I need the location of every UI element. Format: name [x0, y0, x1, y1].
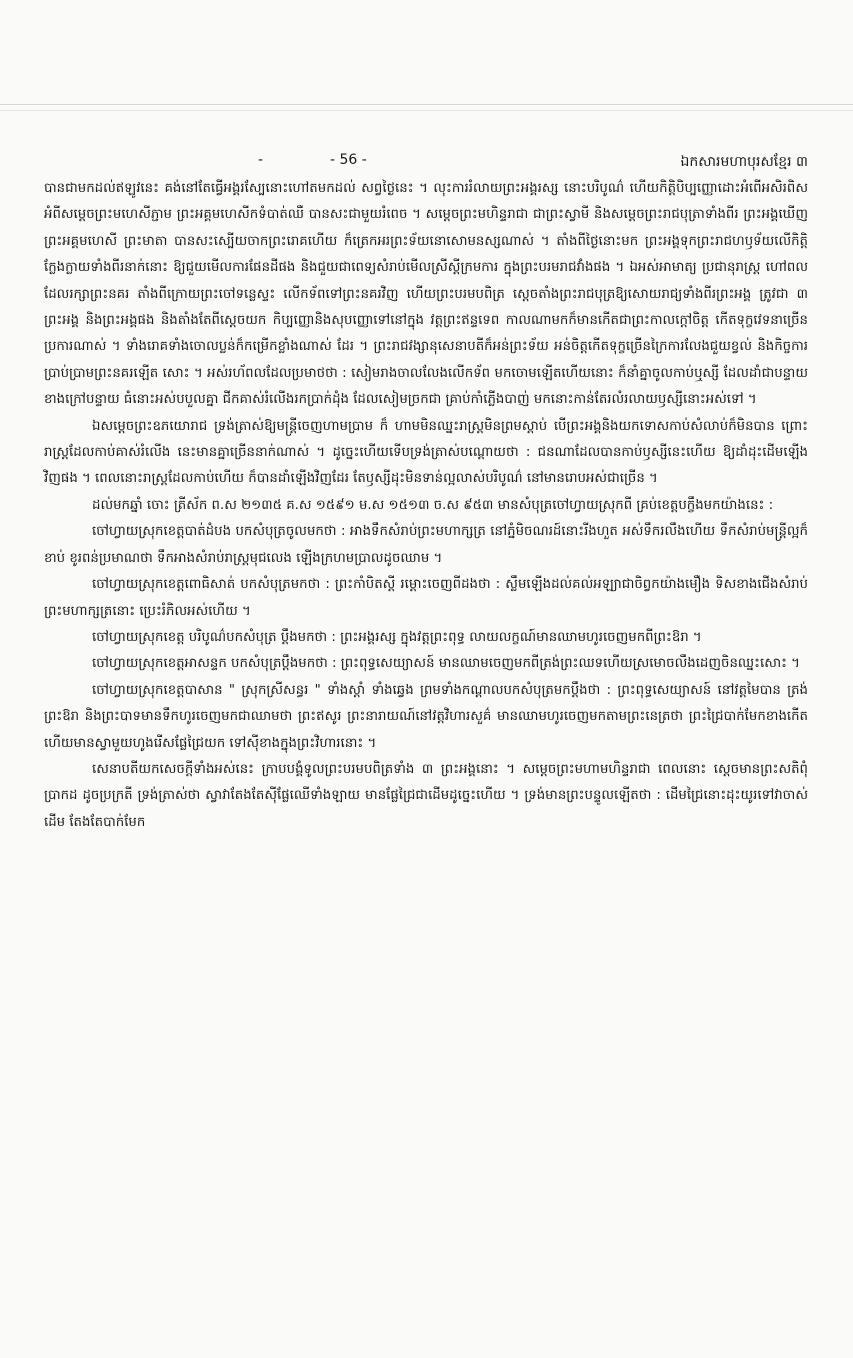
- paragraph-9: សេនាបតីយកសេចក្ដីទាំងអស់នេះ ក្រាបបង្គំទូលព្រះបរមបពិត្រទាំង ៣ ព្រះអង្គនោះ ។ សម្ដេចព្រះមហាមហិន្ទរាជា ពេលនោះ ស្ដេចមានព្រះសតិពុំប្រាកដ ដូចប្រក្រតី ទ្រង់ត្រាស់ថា ស្វាវាតែងតែស៊ីផ្លែឈើទាំងឡាយ មានផ្លែជ្រៃជាដើមដូច្នេះហើយ ។ ទ្រង់មានព្រះបន្ទូលឡើតថា : ដើមជ្រៃនោះដុះយូរទៅវាចាស់ដើម តែងតែបាក់មែក: [44, 761, 808, 830]
- paragraph-1: បានជាមកដល់ឥឡូវនេះ គង់នៅតែធ្វើអង្គរស្បែនោះហៅតមកដល់ សព្វថ្ងៃនេះ ។ លុះការរំលាយព្រះអង្គរស្ស នោះបរិបូណ៌ ហើយកិត្តិបិប្បញ្ញោដោះអំពើអសិរពិស អំពីសម្ដេចព្រះមហេសីភ្ជាម ព្រះអគ្គមហេសីកទំបាត់ឈឺ បានសះជាមួយរំពេច ។ សម្ដេចព្រះមហិន្ទរាជា ជាព្រះស្វាមី និងសម្ដេចព្រះរាជបុត្រាទាំងពីរ ព្រះអង្គឃើញ ព្រះអគ្គមហេសី ព្រះមាតា បានសះស្បើយចាកព្រះរោគហើយ ក៏ត្រេកអរព្រះទ័យនោសោមនស្សណាស់ ។ តាំងពីថ្ងៃនោះមក ព្រះអង្គទុកព្រះរាជហឫទ័យលើកិត្តិក្លែងក្លាយទាំងពីរនាក់នោះ ឱ្យជួយមើលការផែនដីផង និងជួយជាពេទ្យសំរាប់មើលស្រីស្ដីក្រមការ ក្នុងព្រះបរមរាជវាំងផង ។ ឯអស់អាមាត្យ ប្រជានុរាស្ត្រ ហៅពលដែលរក្សាព្រះនគរ តាំងពីក្រោយព្រះចៅទន្លេស្ទះ លើកទ័ពទៅព្រះនគរវិញ ហើយព្រះបរមបពិត្រ ស្ដេចតាំងព្រះរាជបុត្រឱ្យសោយរាជ្យទាំងពីរព្រះអង្គ ត្រូវជា ៣ ព្រះអង្គ និងព្រះអង្គផង និងតាំងតែពីស្ដេចយក កិប្បញ្ញោនិងសុបញ្ញោទៅនៅក្នុង វត្តព្រះឥន្ទទេព កាលណាមកក៏មានកើតជាព្រះកាលក្ដៅចិត្ត កើតទុក្ខវេទនាច្រើនប្រការណាស់ ។ ទាំងរោគទាំងចោលប្លន់ក៏កម្រើកខ្លាំងណាស់ ដែរ ។ ព្រះរាជវង្សានុសេនាបតីក៏អន់ព្រះទ័យ អន់ចិត្តកើតទុក្ខច្រើនក្រៃការលែងជួយខ្វល់ និងកិច្ចការប្រាប់ប្រាមព្រះនគរឡើត សោះ ។ អស់រហ័ពលដែលប្រមាថថា : សៀមរាងចាលលែងលើកទ័ព មកចោមឡើតហើយនោះ ក៏នាំគ្នាចូលកាប់ឬស្សី ដែលដាំជាបន្ទាយខាងក្រៅបន្ទាយ ធំនោះអស់បបួលគ្នា ជីកគាស់រំលើងរកប្រាក់ដុំង ដែលសៀមច្រកជា គ្រាប់កាំភ្លើងបាញ់ មកនោះកាន់តែរលំរលាយឫស្សីនោះអស់ទៅ ។: [44, 181, 808, 408]
- scan-artifact-line: [0, 104, 853, 105]
- running-title: ឯកសារមហាបុរសខ្មែរ ៣: [680, 154, 808, 170]
- paragraph-4: ចៅហ្វាយស្រុកខេត្តបាត់ដំបង បកសំបុត្រចូលមកថា : អាងទឹកសំរាប់ព្រះមហាក្សត្រ នៅភ្នំមិចណរដ៍នោះរីងហួត អស់ទឹករលឹងហើយ ទឹកសំរាប់មន្ត្រីល្អក៏ខាប់ ខូរពន់ប្រមាណថា ទឹកអាងសំរាប់រាស្ត្រមុជលេង ឡើងក្រហមប្រាលដូចឈាម ។: [44, 524, 808, 566]
- header-dash: -: [258, 152, 264, 168]
- page-header: [44, 148, 808, 176]
- paragraph-7: ចៅហ្វាយស្រុកខេត្តអាសន្ទក បកសំបុត្រប្ដឹងមកថា : ព្រះពុទ្ធសេយ្យាសន៍ មានឈាមចេញមកពីត្រង់ព្រះឈទហើយស្រមោចលឹងដេញចិនឈ្នះសោះ ។: [92, 656, 800, 672]
- paragraph-2: ឯសម្ដេចព្រះឧភយោរាជ ទ្រង់ត្រាស់ឱ្យមន្ត្រីចេញហាមប្រាម ក៏ ហាមមិនឈ្នះរាស្ត្រមិនព្រមស្ដាប់ បើព្រះអង្គនិងយកទោសកាប់សំលាប់ក៏មិនបាន ព្រោះរាស្ត្រដែលកាប់គាស់រំលើង នេះមានគ្នាច្រើននាក់ណាស់ ។ ដូច្នេះហើយទើបទ្រង់ត្រាស់បណ្ដោយថា : ជនណាដែលបានកាប់ឫស្សីនេះហើយ ឱ្យដាំដុះដើមឡើងវិញផង ។ ពេលនោះរាស្ត្រដែលកាប់ហើយ ក៏បានដាំឡើងវិញដែរ តែឫស្សីដុះមិនទាន់ល្អលាស់បរិបូណ៌ នៅមានរោបអស់ជាច្រើន ។: [44, 418, 808, 487]
- document-page: [44, 148, 808, 836]
- scan-artifact-line: [0, 110, 853, 111]
- paragraph-3: ដល់មកឆ្នាំ ចោះ ត្រីស័ក ព.ស ២១៣៥ គ.ស ១៥៩១ ម.ស ១៥១៣ ច.ស ៩៥៣ មានសំបុត្រចៅហ្វាយស្រុកពី គ្រប់ខេត្តបក្ខឹងមកយ៉ាងនេះ :: [92, 497, 774, 513]
- paragraph-8: ចៅហ្វាយស្រុកខេត្តបាសាន " ស្រុកស្រីសន្ធរ " ទាំងស្ដាំ ទាំងឆ្វេង ព្រមទាំងកណ្ដាលបកសំបុត្រមកប្ដឹងថា : ព្រះពុទ្ធសេយ្យាសន៍ នៅវត្តមៃបាន ត្រង់ព្រះឱរា និងព្រះបាទមានទឹកហូរចេញមកជាឈាមថា ព្រះឥសូរ ព្រះនារាយណ៍នៅវត្តវិហារសួគ៌ មានឈាមហូរចេញមកតាមព្រះនេត្រថា ព្រះជ្រៃបាក់មែកខាងកើត ហើយមានស្វាមួយហូងរើសផ្លែជ្រៃយក ទៅស៊ីខាងក្នុងព្រះវិហារនោះ ។: [44, 682, 808, 751]
- paragraph-5: ចៅហ្វាយស្រុកខេត្តពោធិសាត់ បកសំបុត្រមកថា : ព្រះកាំបិតស្ដី រម្ដោះចេញពីដងថា : ស្លឹមឡើងដល់គល់អឡ្យាជាចិព្វកយ៉ាងមឿង ទិសខាងជើងសំរាប់ព្រះមហាក្សត្រនោះ ប្រេះរំភិលអស់ហើយ ។: [44, 577, 808, 619]
- paragraph-6: ចៅហ្វាយស្រុកខេត្ត បរិបូណ៌បកសំបុត្រ ប្ដឹងមកថា : ព្រះអង្គរស្ស ក្នុងវត្តព្រះពុទ្ធ លាយលក្ខណ៍មានឈាមហូរចេញមកពីព្រះឱរា ។: [92, 629, 702, 645]
- page-number: - 56 -: [330, 152, 367, 168]
